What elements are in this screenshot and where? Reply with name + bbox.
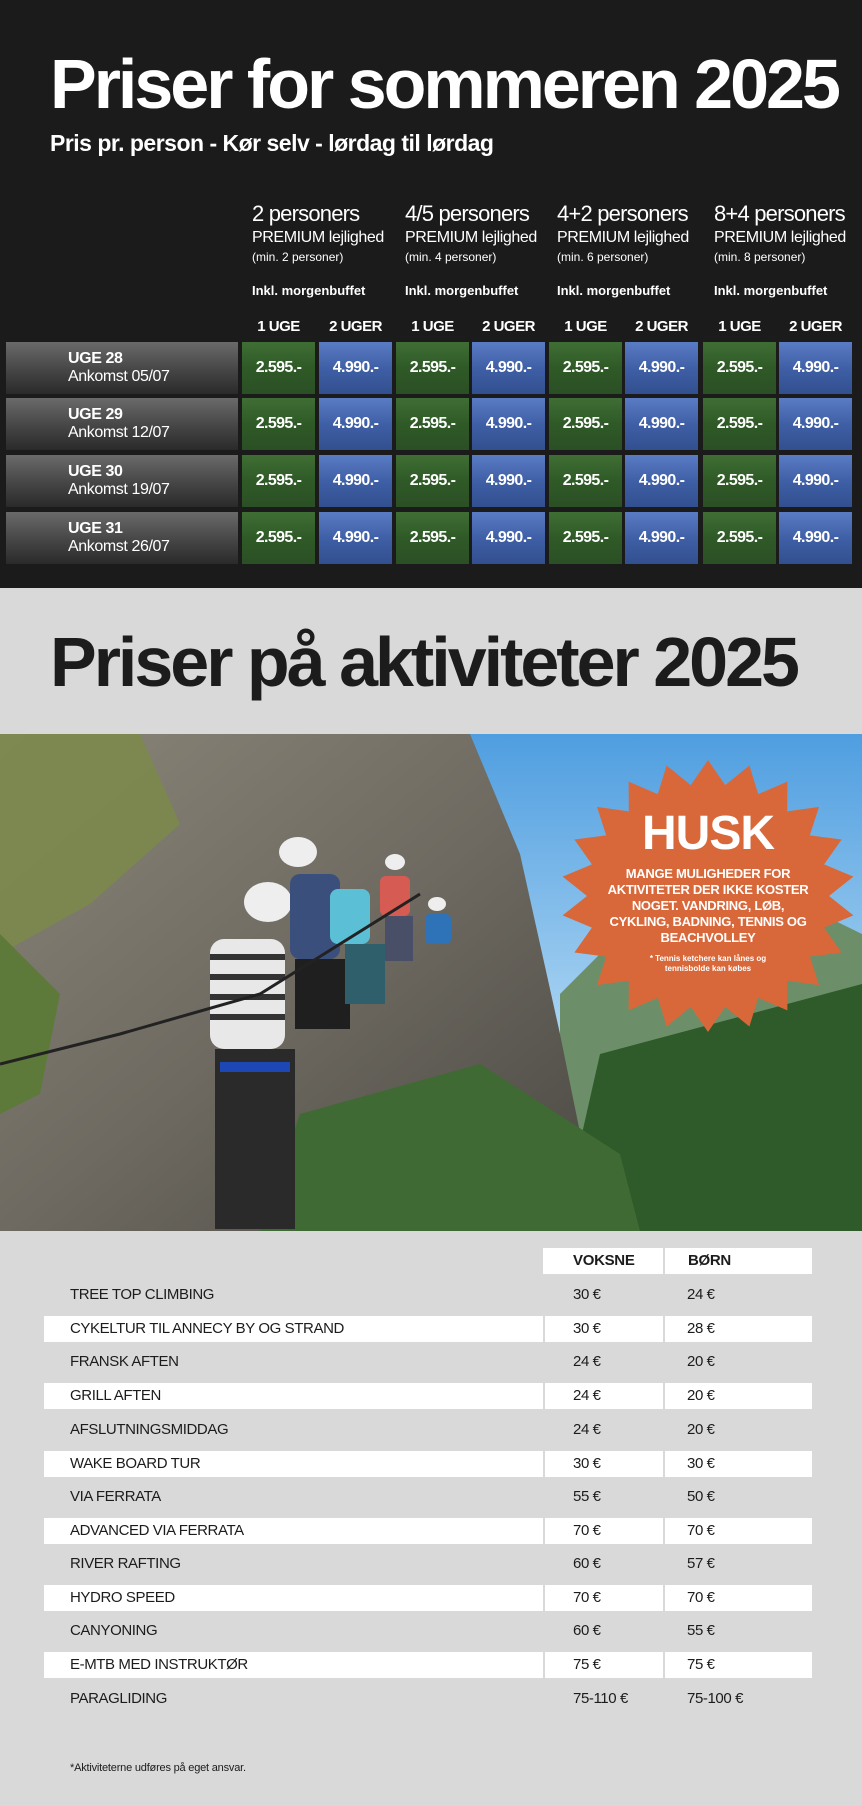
activity-name: E-MTB MED INSTRUKTØR: [70, 1656, 248, 1673]
group-min: (min. 6 personer): [557, 250, 649, 264]
price-cell: 4.990.-: [319, 342, 392, 394]
price-adults: 75 €: [573, 1656, 601, 1673]
col-header-1-week: 1 UGE: [257, 318, 300, 335]
arrival-date: Ankomst 12/07: [68, 424, 170, 441]
activity-name: FRANSK AFTEN: [70, 1353, 179, 1370]
group-title: 4/5 personers: [405, 201, 530, 226]
price-cell: 4.990.-: [779, 512, 852, 564]
price-cell: 2.595.-: [242, 342, 315, 394]
group-header-4-5-persons: [405, 200, 555, 298]
table-row: [44, 1282, 812, 1308]
husk-badge: [560, 808, 856, 974]
price-adults: 60 €: [573, 1555, 601, 1572]
husk-title: HUSK: [641, 807, 774, 860]
col-header-children: BØRN: [665, 1248, 812, 1274]
price-cell: 2.595.-: [703, 342, 776, 394]
activity-name: CYKELTUR TIL ANNECY BY OG STRAND: [70, 1320, 344, 1337]
arrival-date: Ankomst 05/07: [68, 368, 170, 385]
husk-body: MANGE MULIGHEDER FOR AKTIVITETER DER IKKE KOSTER NOGET. VANDRING, LØB, CYKLING, BADNING, TENNIS OG BEACHVOLLEY: [607, 866, 809, 945]
price-cell: 2.595.-: [549, 455, 622, 507]
price-adults: 24 €: [573, 1387, 601, 1404]
col-header-2-weeks: 2 UGER: [635, 318, 688, 335]
group-premium: PREMIUM lejlighed: [252, 229, 384, 246]
price-cell: 4.990.-: [472, 455, 545, 507]
group-min: (min. 2 personer): [252, 250, 344, 264]
price-adults: 55 €: [573, 1488, 601, 1505]
col-header-adults: VOKSNE: [543, 1248, 663, 1274]
price-cell: 4.990.-: [625, 455, 698, 507]
price-cell: 4.990.-: [779, 342, 852, 394]
table-row: [44, 1652, 812, 1678]
table-row: [44, 1451, 812, 1477]
group-premium: PREMIUM lejlighed: [405, 229, 537, 246]
group-header-2-persons: [252, 200, 402, 298]
price-cell: 2.595.-: [396, 512, 469, 564]
price-children: 55 €: [687, 1622, 715, 1639]
price-cell: 2.595.-: [396, 455, 469, 507]
price-children: 75-100 €: [687, 1690, 744, 1707]
table-row: [44, 1585, 812, 1611]
activity-name: TREE TOP CLIMBING: [70, 1286, 215, 1303]
activity-name: RIVER RAFTING: [70, 1555, 181, 1572]
table-row: [44, 1686, 812, 1712]
activity-name: PARAGLIDING: [70, 1690, 168, 1707]
group-breakfast: Inkl. morgenbuffet: [714, 283, 828, 298]
price-cell: 2.595.-: [242, 455, 315, 507]
week-label: [6, 398, 238, 450]
group-header-8-4-persons: [714, 200, 862, 298]
arrival-date: Ankomst 26/07: [68, 538, 170, 555]
group-breakfast: Inkl. morgenbuffet: [252, 283, 366, 298]
activity-name: ADVANCED VIA FERRATA: [70, 1522, 244, 1539]
price-adults: 70 €: [573, 1522, 601, 1539]
activity-name: HYDRO SPEED: [70, 1589, 175, 1606]
price-adults: 60 €: [573, 1622, 601, 1639]
price-adults: 30 €: [573, 1455, 601, 1472]
price-cell: 4.990.-: [779, 455, 852, 507]
table-row: [44, 1383, 812, 1409]
group-title: 4+2 personers: [557, 201, 688, 226]
group-premium: PREMIUM lejlighed: [557, 229, 689, 246]
price-cell: 4.990.-: [319, 455, 392, 507]
group-breakfast: Inkl. morgenbuffet: [557, 283, 671, 298]
group-premium: PREMIUM lejlighed: [714, 229, 846, 246]
price-children: 28 €: [687, 1320, 715, 1337]
table-row: [44, 1316, 812, 1342]
price-cell: 2.595.-: [703, 398, 776, 450]
week-label: [6, 512, 238, 564]
week-number: UGE 28: [68, 350, 123, 367]
table-row: [44, 1349, 812, 1375]
price-children: 20 €: [687, 1421, 715, 1438]
price-children: 70 €: [687, 1522, 715, 1539]
col-header-1-week: 1 UGE: [564, 318, 607, 335]
price-cell: 2.595.-: [396, 342, 469, 394]
price-cell: 2.595.-: [703, 455, 776, 507]
table-row: [44, 1518, 812, 1544]
price-adults: 24 €: [573, 1353, 601, 1370]
group-header-4-2-persons: [557, 200, 707, 298]
price-adults: 24 €: [573, 1421, 601, 1438]
price-cell: 4.990.-: [472, 342, 545, 394]
price-cell: 4.990.-: [472, 512, 545, 564]
price-cell: 4.990.-: [319, 512, 392, 564]
price-cell: 4.990.-: [625, 512, 698, 564]
price-cell: 4.990.-: [779, 398, 852, 450]
husk-note: * Tennis ketchere kan lånes og tennisbolde kan købes: [649, 954, 767, 973]
summer-prices-title: Priser for sommeren 2025: [50, 45, 838, 123]
table-row: [44, 1618, 812, 1644]
footnote: *Aktiviteterne udføres på eget ansvar.: [70, 1762, 246, 1774]
price-children: 24 €: [687, 1286, 715, 1303]
table-row: [44, 1551, 812, 1577]
price-cell: 2.595.-: [703, 512, 776, 564]
price-adults: 30 €: [573, 1286, 601, 1303]
price-children: 50 €: [687, 1488, 715, 1505]
group-title: 8+4 personers: [714, 201, 845, 226]
price-adults: 75-110 €: [573, 1690, 628, 1707]
price-cell: 2.595.-: [242, 512, 315, 564]
activities-title: Priser på aktiviteter 2025: [50, 623, 797, 701]
col-header-2-weeks: 2 UGER: [329, 318, 382, 335]
price-children: 75 €: [687, 1656, 715, 1673]
activity-name: VIA FERRATA: [70, 1488, 161, 1505]
table-row: [44, 1484, 812, 1510]
price-children: 70 €: [687, 1589, 715, 1606]
week-number: UGE 30: [68, 463, 123, 480]
price-children: 20 €: [687, 1387, 715, 1404]
price-cell: 2.595.-: [549, 342, 622, 394]
col-header-1-week: 1 UGE: [718, 318, 761, 335]
price-cell: 2.595.-: [396, 398, 469, 450]
price-cell: 2.595.-: [549, 512, 622, 564]
price-cell: 2.595.-: [549, 398, 622, 450]
group-min: (min. 8 personer): [714, 250, 806, 264]
price-children: 20 €: [687, 1353, 715, 1370]
activity-name: WAKE BOARD TUR: [70, 1455, 201, 1472]
col-header-2-weeks: 2 UGER: [482, 318, 535, 335]
price-children: 57 €: [687, 1555, 715, 1572]
activity-name: CANYONING: [70, 1622, 158, 1639]
price-cell: 4.990.-: [472, 398, 545, 450]
col-header-2-weeks: 2 UGER: [789, 318, 842, 335]
summer-prices-subtitle: Pris pr. person - Kør selv - lørdag til lørdag: [50, 130, 494, 156]
price-children: 30 €: [687, 1455, 715, 1472]
col-header-1-week: 1 UGE: [411, 318, 454, 335]
price-cell: 4.990.-: [319, 398, 392, 450]
group-title: 2 personers: [252, 201, 360, 226]
week-number: UGE 31: [68, 520, 123, 537]
week-number: UGE 29: [68, 406, 123, 423]
price-adults: 70 €: [573, 1589, 601, 1606]
group-min: (min. 4 personer): [405, 250, 497, 264]
week-label: [6, 455, 238, 507]
arrival-date: Ankomst 19/07: [68, 481, 170, 498]
week-label: [6, 342, 238, 394]
group-breakfast: Inkl. morgenbuffet: [405, 283, 519, 298]
activity-name: AFSLUTNINGSMIDDAG: [70, 1421, 229, 1438]
activity-name: GRILL AFTEN: [70, 1387, 161, 1404]
price-cell: 4.990.-: [625, 398, 698, 450]
summer-prices-section: [0, 0, 862, 588]
price-cell: 2.595.-: [242, 398, 315, 450]
price-adults: 30 €: [573, 1320, 601, 1337]
price-cell: 4.990.-: [625, 342, 698, 394]
table-row: [44, 1417, 812, 1443]
